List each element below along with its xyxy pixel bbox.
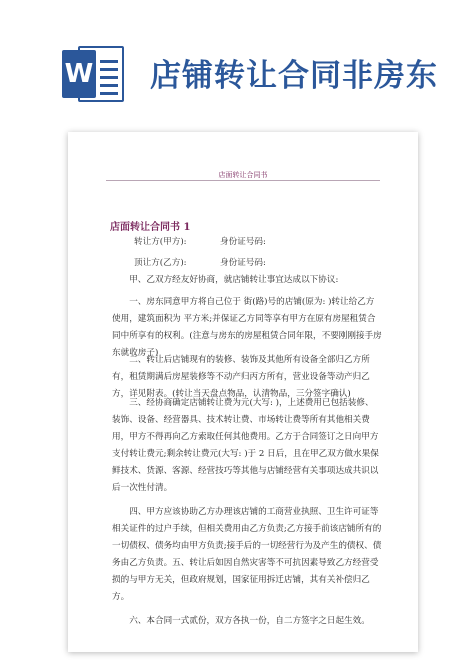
banner-title: 店铺转让合同非房东 [150, 58, 438, 94]
transferor-id-label: 身份证号码: [220, 237, 266, 247]
clause-4-5: 四、甲方应该协助乙方办理该店铺的工商营业执照、卫生许可证等相关证件的过户手续，但相关费用由乙方负责;乙方接手前该店铺所有的一切债权、债务均由甲方负责;接手后的一切经营行为及产生的债权、债务由乙方负责。五、转让后如因自然灾害等不可抗因素导致乙方经营受损的与甲方无关，但政府规划，国家征用拆迁店铺，其有关补偿归乙方。 [112, 507, 382, 602]
intro-paragraph: 甲、乙双方经友好协商，就店铺转让事宜达成以下协议: [129, 275, 339, 285]
banner [0, 0, 474, 112]
clause-6: 六、本合同一式贰份，双方各执一份，自二方签字之日起生效。 [129, 616, 370, 626]
document-title: 店面转让合同书 1 [110, 222, 191, 233]
transferor-label: 转让方(甲方): [134, 237, 187, 247]
document-header: 店面转让合同书 [218, 171, 268, 179]
word-logo: W [62, 50, 96, 98]
document-page [68, 132, 418, 652]
clause-3: 三、经协商确定店铺转让费为元(大写: )，上述费用已包括装修、装饰、设备、经营器具、技术转让费、市场转让费等所有其他相关费用，甲方不得再向乙方索取任何其他费用。乙方于合同签订之日向甲方支付转让费元;剩余转让费元(大写: )于 2 日后，且在甲乙双方做水果保鲜技术、货源、客源、经营技巧等其他与店铺经营有关事项达成共识以后一次性付清。 [112, 398, 379, 493]
transferee-label: 顶让方(乙方): [134, 258, 187, 268]
clause-2: 二、转让后店铺现有的装修、装饰及其他所有设备全部归乙方所有，租赁期满后房屋装修等不动产归丙方所有，营业设备等动产归乙方，详见附表。(转让当天盘点物品，认清物品，三分签字确认) [112, 355, 370, 399]
word-document-icon [62, 46, 128, 102]
header-divider [106, 180, 380, 181]
transferee-id-label: 身份证号码: [220, 258, 266, 268]
clause-1: 一、房东同意甲方将自己位于 街(路)号的店铺(原为: )转让给乙方使用，建筑面积为 平方米;并保证乙方同等享有甲方在原有房屋租赁合同中所享有的权利。(注意与房东的房屋租赁合同年限，不要刚刚接手房东就收房子) [112, 297, 382, 358]
